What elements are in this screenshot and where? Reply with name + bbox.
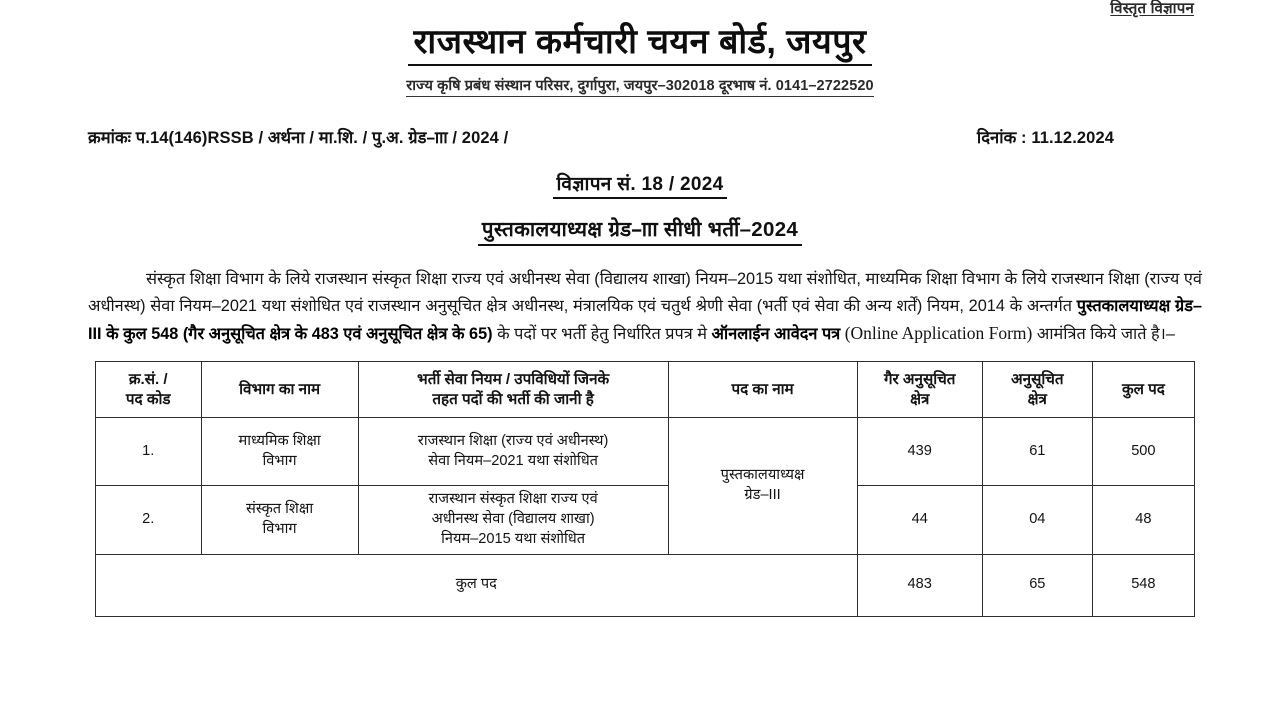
table-row — [96, 418, 1195, 486]
table-total-row — [96, 554, 1195, 616]
cell-post-name-merged — [668, 418, 857, 555]
organization-address: राज्य कृषि प्रबंध संस्थान परिसर, दुर्गापुरा, जयपुर–302018 दूरभाष नं. 0141–2722520 — [406, 75, 873, 97]
reference-number: क्रमांकः प.14(146)RSSB / अर्थना / मा.शि. / पु.अ. ग्रेड–ााा / 2024 / — [88, 129, 509, 148]
cell-rules-2-line1: राजस्थान संस्कृत शिक्षा राज्य एवं — [428, 491, 598, 508]
column-header-rules-line1: भर्ती सेवा नियम / उपविधियों जिनके — [417, 371, 610, 389]
cell-total-2: 48 — [1092, 486, 1194, 555]
column-header-rules-line2: तहत पदों की भर्ती की जानी है — [432, 390, 594, 408]
advertisement-title: पुस्तकालयाध्यक्ष ग्रेड–ााा सीधी भर्ती–2024 — [478, 215, 802, 246]
paragraph-part-2: के पदों पर भर्ती हेतु निर्धारित प्रपत्र मे — [492, 324, 712, 343]
cell-department-2 — [201, 486, 358, 555]
column-header-non-scheduled-area — [857, 362, 982, 418]
column-header-department-name: विभाग का नाम — [201, 362, 358, 418]
cell-total-non-scheduled: 483 — [857, 554, 982, 616]
column-header-serial-post-code — [96, 362, 202, 418]
column-header-post-name: पद का नाम — [668, 362, 857, 418]
paragraph-part-1: संस्कृत शिक्षा विभाग के लिये राजस्थान संस्कृत शिक्षा राज्य एवं अधीनस्थ सेवा (विद्यालय शाखा) नियम–2015 यथा संशोधित, माध्यमिक शिक्षा विभाग के लिये राजस्थान शिक्षा (राज्य एवं अधीनस्थ) सेवा नियम–2021 यथा संशोधित एवं राजस्थान अनुसूचित क्षेत्र अधीनस्थ, मंत्रालयिक एवं चतुर्थ श्रेणी सेवा (भर्ती एवं सेवा की अन्य शर्तें) नियम, 2014 के अन्तर्गत — [88, 270, 1202, 315]
column-header-total-posts: कुल पद — [1092, 362, 1194, 418]
cell-department-2-line1: संस्कृत शिक्षा — [246, 501, 314, 518]
posts-table-wrapper — [95, 361, 1195, 617]
cell-serial-1: 1. — [96, 418, 202, 486]
column-header-serial-line1: क्र.सं. / — [128, 371, 168, 389]
advertisement-headings — [0, 170, 1280, 246]
column-header-scheduled-area — [982, 362, 1092, 418]
corner-note-detailed-advertisement: विस्तृत विज्ञापन — [1110, 0, 1194, 17]
table-body — [96, 418, 1195, 617]
advertisement-number: विज्ञापन सं. 18 / 2024 — [553, 170, 728, 199]
column-header-scheduled-line2: क्षेत्र — [1027, 390, 1047, 408]
paragraph-bold-online-form: ऑनलाईन आवेदन पत्र — [711, 324, 841, 343]
paragraph-online-application-form-english: (Online Application Form) — [844, 322, 1033, 343]
cell-scheduled-1: 61 — [982, 418, 1092, 486]
cell-department-1-line1: माध्यमिक शिक्षा — [238, 432, 321, 449]
paragraph-part-3: आमंत्रित किये जाते है।– — [1032, 324, 1175, 343]
cell-rules-1-line1: राजस्थान शिक्षा (राज्य एवं अधीनस्थ) — [417, 432, 609, 449]
cell-rules-1 — [358, 418, 668, 486]
table-row — [96, 486, 1195, 555]
column-header-serial-line2: पद कोड — [125, 390, 171, 408]
table-head — [96, 362, 1195, 418]
column-header-non-scheduled-line1: गैर अनुसूचित — [883, 371, 956, 389]
cell-department-1-line2: विभाग — [262, 452, 297, 469]
cell-total-all: 548 — [1092, 554, 1194, 616]
cell-non-scheduled-1: 439 — [857, 418, 982, 486]
column-header-non-scheduled-line2: क्षेत्र — [910, 390, 930, 408]
paragraph-bold-post-count: पुस्तकालयाध्यक्ष ग्रेड–III के कुल 548 (गैर अनुसूचित क्षेत्र के 483 एवं अनुसूचित क्षेत्र के 65) — [88, 296, 1202, 343]
cell-post-name-line2: ग्रेड–III — [744, 487, 781, 504]
notification-paragraph — [88, 266, 1202, 347]
cell-rules-2-line3: नियम–2015 यथा संशोधित — [441, 530, 586, 547]
cell-total-1: 500 — [1092, 418, 1194, 486]
reference-row — [88, 125, 1192, 148]
reference-date: दिनांक : 11.12.2024 — [976, 129, 1114, 148]
cell-serial-2: 2. — [96, 486, 202, 555]
cell-non-scheduled-2: 44 — [857, 486, 982, 555]
cell-scheduled-2: 04 — [982, 486, 1092, 555]
column-header-scheduled-line1: अनुसूचित — [1011, 371, 1064, 389]
cell-total-scheduled: 65 — [982, 554, 1092, 616]
posts-table — [95, 361, 1195, 617]
cell-department-2-line2: विभाग — [262, 521, 297, 538]
cell-rules-2-line2: अधीनस्थ सेवा (विद्यालय शाखा) — [431, 511, 595, 528]
masthead — [0, 0, 1280, 97]
table-header-row — [96, 362, 1195, 418]
cell-department-1 — [201, 418, 358, 486]
cell-total-label: कुल पद — [96, 554, 858, 616]
cell-rules-2 — [358, 486, 668, 555]
organization-title: राजस्थान कर्मचारी चयन बोर्ड, जयपुर — [408, 22, 873, 66]
cell-post-name-line1: पुस्तकालयाध्यक्ष — [720, 467, 805, 484]
column-header-recruitment-rules — [358, 362, 668, 418]
cell-rules-1-line2: सेवा नियम–2021 यथा संशोधित — [428, 452, 598, 469]
